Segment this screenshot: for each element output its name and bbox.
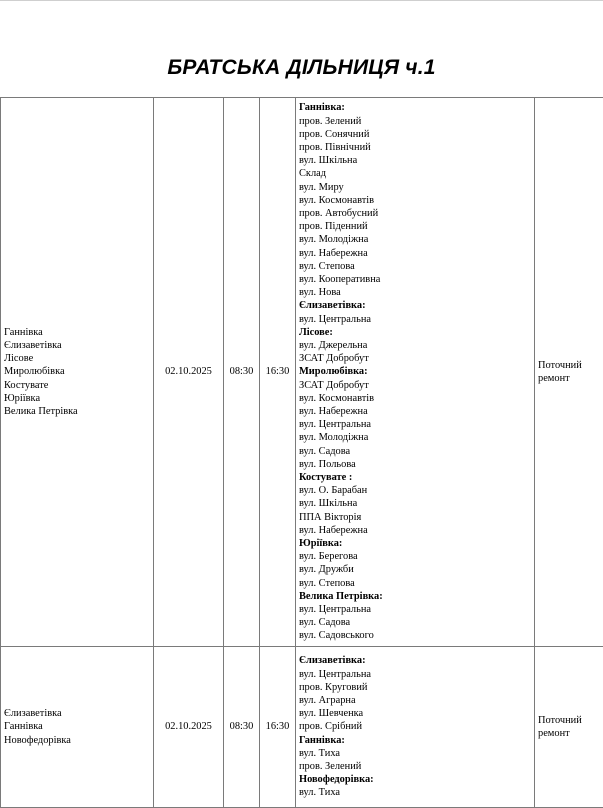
street-name: вул. Центральна [299, 668, 531, 681]
date-cell: 02.10.2025 [154, 98, 224, 647]
street-name: вул. Молодіжна [299, 431, 531, 444]
settlement-heading: Велика Петрівка: [299, 590, 531, 603]
street-name: вул. Космонавтів [299, 194, 531, 207]
street-name: вул. Набережна [299, 524, 531, 537]
street-name: вул. Польова [299, 458, 531, 471]
village-name: Лісове [4, 352, 150, 365]
village-name: Новофедорівка [4, 734, 150, 747]
street-name: вул. Тиха [299, 786, 531, 799]
street-name: вул. Центральна [299, 313, 531, 326]
village-name: Єлизаветівка [4, 339, 150, 352]
street-name: вул. Миру [299, 181, 531, 194]
schedule-body [1, 98, 603, 808]
settlement-heading: Ганнівка: [299, 734, 531, 747]
page-top-border [0, 0, 603, 1]
street-name: вул. Шкільна [299, 154, 531, 167]
end-time-cell: 16:30 [260, 647, 296, 808]
street-name: пров. Зелений [299, 115, 531, 128]
street-name: пров. Зелений [299, 760, 531, 773]
street-name: вул. Садова [299, 445, 531, 458]
street-name: пров. Срібний [299, 720, 531, 733]
street-name: вул. Берегова [299, 550, 531, 563]
street-name: Склад [299, 167, 531, 180]
streets-cell [296, 98, 535, 647]
street-name: вул. Центральна [299, 418, 531, 431]
settlement-heading: Лісове: [299, 326, 531, 339]
street-name: вул. Центральна [299, 603, 531, 616]
street-name: вул. Кооперативна [299, 273, 531, 286]
settlement-heading: Костувате : [299, 471, 531, 484]
settlement-heading: Новофедорівка: [299, 773, 531, 786]
village-name: Ганнівка [4, 720, 150, 733]
street-name: вул. Аграрна [299, 694, 531, 707]
street-name: вул. Набережна [299, 405, 531, 418]
street-name: вул. Шевченка [299, 707, 531, 720]
street-name: пров. Круговий [299, 681, 531, 694]
street-name: вул. О. Барабан [299, 484, 531, 497]
village-name: Миролюбівка [4, 365, 150, 378]
village-name: Єлизаветівка [4, 707, 150, 720]
street-name: вул. Набережна [299, 247, 531, 260]
street-name: вул. Тиха [299, 747, 531, 760]
end-time-cell: 16:30 [260, 98, 296, 647]
street-name: ЗСАТ Добробут [299, 352, 531, 365]
settlement-heading: Єлизаветівка: [299, 299, 531, 312]
settlement-heading: Юріївка: [299, 537, 531, 550]
street-name: вул. Степова [299, 260, 531, 273]
village-name: Велика Петрівка [4, 405, 150, 418]
streets-cell [296, 647, 535, 808]
start-time-cell: 08:30 [224, 98, 260, 647]
street-name: вул. Шкільна [299, 497, 531, 510]
street-name: пров. Піденний [299, 220, 531, 233]
street-name: вул. Нова [299, 286, 531, 299]
outage-schedule-table [0, 97, 603, 808]
settlement-heading: Єлизаветівка: [299, 654, 531, 667]
village-name: Костувате [4, 379, 150, 392]
street-name: вул. Степова [299, 577, 531, 590]
street-name: ЗСАТ Добробут [299, 379, 531, 392]
page-title: БРАТСЬКА ДІЛЬНИЦЯ ч.1 [0, 56, 603, 80]
street-name: пров. Сонячний [299, 128, 531, 141]
street-name: вул. Космонавтів [299, 392, 531, 405]
work-type-cell: Поточний ремонт [535, 98, 603, 647]
schedule-row [1, 647, 603, 808]
street-name: пров. Північний [299, 141, 531, 154]
settlement-heading: Ганнівка: [299, 101, 531, 114]
date-cell: 02.10.2025 [154, 647, 224, 808]
villages-cell [1, 98, 154, 647]
street-name: вул. Садовського [299, 629, 531, 642]
village-name: Юріївка [4, 392, 150, 405]
street-name: вул. Молодіжна [299, 233, 531, 246]
villages-cell [1, 647, 154, 808]
village-name: Ганнівка [4, 326, 150, 339]
start-time-cell: 08:30 [224, 647, 260, 808]
work-type-cell: Поточний ремонт [535, 647, 603, 808]
street-name: вул. Садова [299, 616, 531, 629]
street-name: вул. Дружби [299, 563, 531, 576]
street-name: вул. Джерельна [299, 339, 531, 352]
settlement-heading: Миролюбівка: [299, 365, 531, 378]
street-name: ППА Вікторія [299, 511, 531, 524]
street-name: пров. Автобусний [299, 207, 531, 220]
schedule-row [1, 98, 603, 647]
